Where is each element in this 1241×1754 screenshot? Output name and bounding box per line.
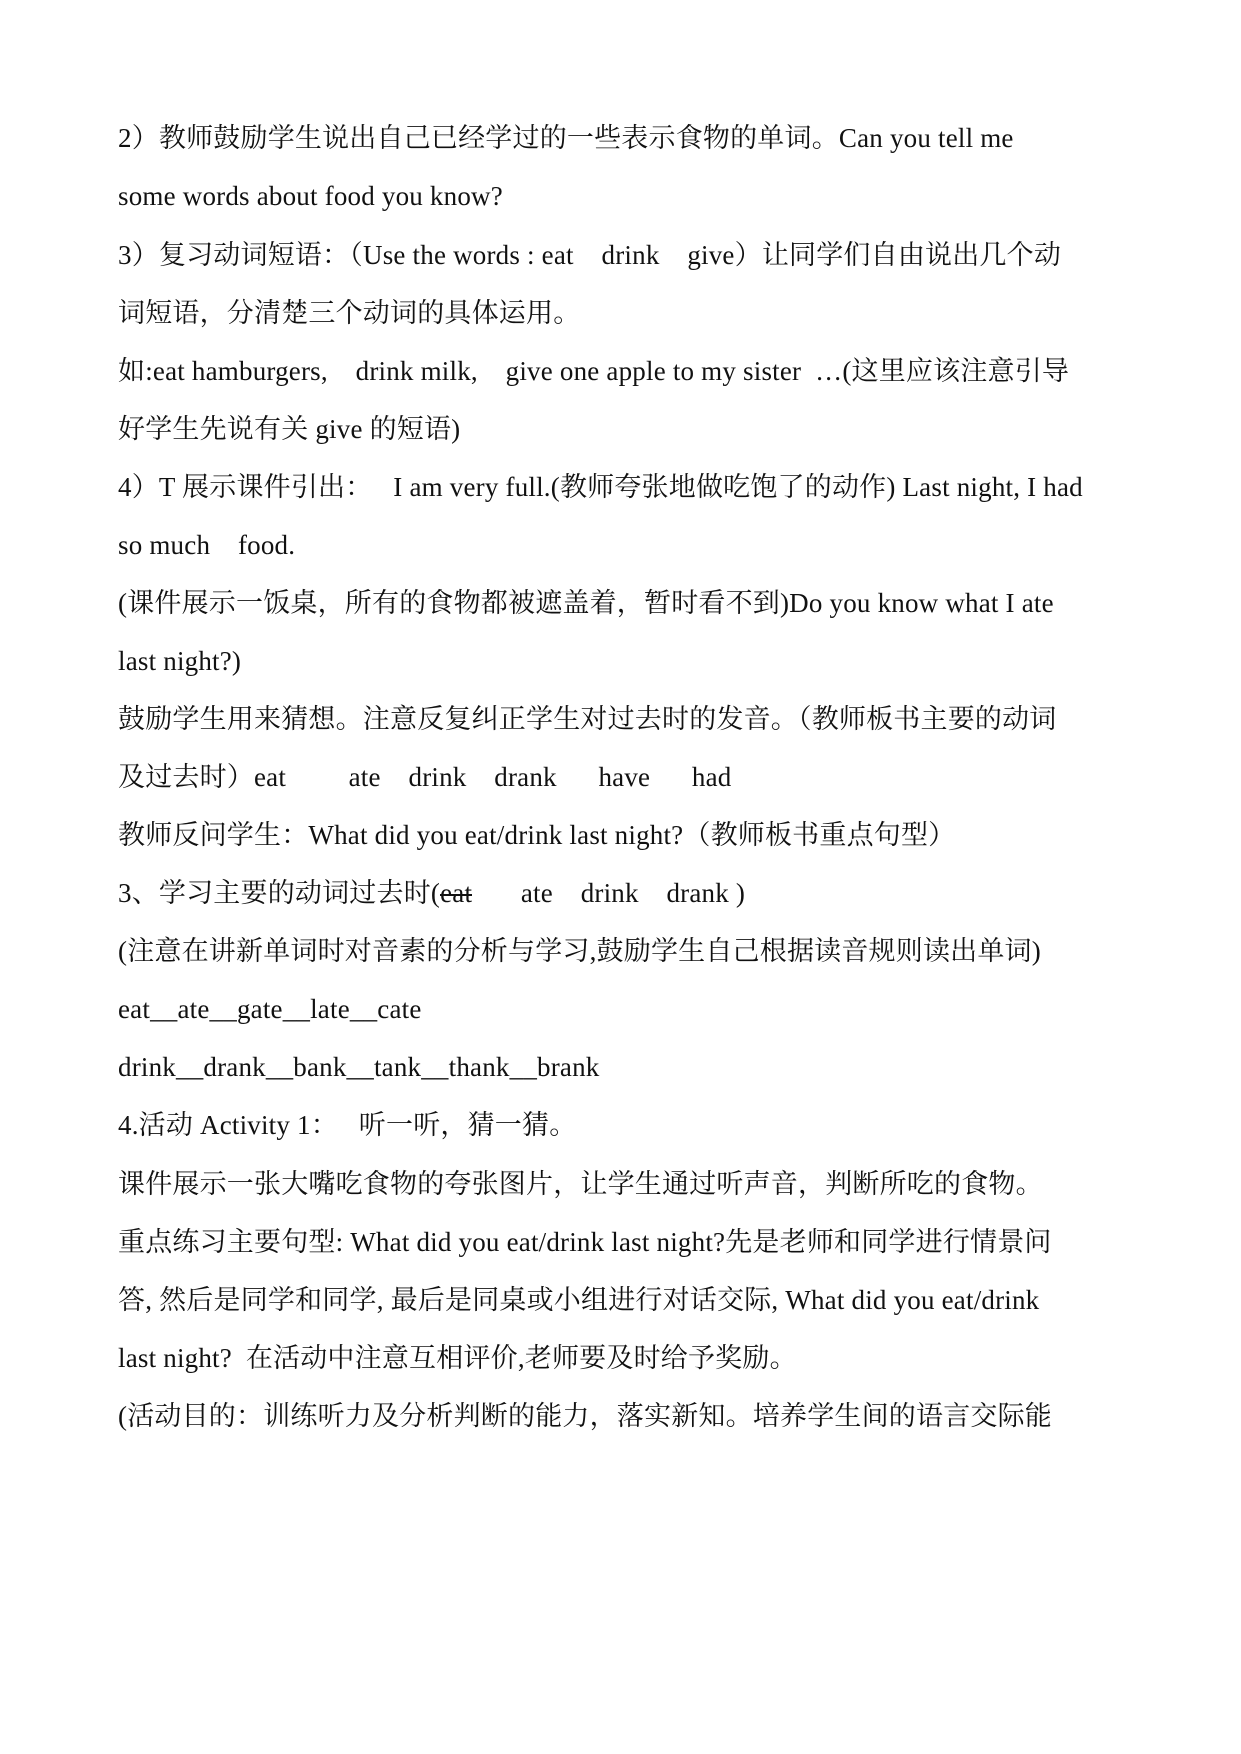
text-line-15: (注意在讲新单词时对音素的分析与学习,鼓励学生自己根据读音规则读出单词) [118, 936, 1041, 966]
text-line-19: 课件展示一张大嘴吃食物的夸张图片，让学生通过听声音，判断所吃的食物。 [118, 1169, 1043, 1199]
text-line-23: (活动目的：训练听力及分析判断的能力，落实新知。培养学生间的语言交际能 [118, 1401, 1052, 1431]
text-line-13: 教师反问学生：What did you eat/drink last night?（教师板书重点句型） [118, 820, 956, 850]
text-line-3: 3）复习动词短语：（Use the words : eat drink give）让同学们自由说出几个动 [118, 240, 1062, 270]
text-line-18: 4.活动 Activity 1： 听一听，猜一猜。 [118, 1110, 577, 1140]
text-line-10: last night?) [118, 646, 242, 676]
text-line-1: 2）教师鼓励学生说出自己已经学过的一些表示食物的单词。Can you tell me [118, 123, 1014, 153]
text-line-14 [118, 875, 745, 911]
text-line-6: 好学生先说有关 give 的短语) [118, 414, 461, 444]
line-14-prefix: 3、学习主要的动词过去时( [118, 878, 441, 908]
text-line-21: 答, 然后是同学和同学, 最后是同桌或小组进行对话交际, What did you eat/drink [118, 1285, 1040, 1315]
text-line-4: 词短语，分清楚三个动词的具体运用。 [118, 298, 581, 328]
text-line-17: drink__drank__bank__tank__thank__brank [118, 1052, 600, 1082]
struck-word: eat [440, 878, 473, 908]
text-line-16: eat__ate__gate__late__cate [118, 994, 422, 1024]
text-line-7: 4）T 展示课件引出： I am very full.(教师夸张地做吃饱了的动作) Last night, I had [118, 472, 1083, 502]
text-line-8: so much food. [118, 530, 296, 560]
text-line-22: last night? 在活动中注意互相评价,老师要及时给予奖励。 [118, 1343, 797, 1373]
text-line-5: 如:eat hamburgers, drink milk, give one apple to my sister …(这里应该注意引导 [118, 356, 1070, 386]
text-line-9: (课件展示一饭桌，所有的食物都被遮盖着，暂时看不到)Do you know what I ate [118, 588, 1054, 618]
text-line-12: 及过去时）eat ate drink drank have had [118, 762, 732, 792]
text-line-11: 鼓励学生用来猜想。注意反复纠正学生对过去时的发音。（教师板书主要的动词 [118, 704, 1057, 734]
line-14-suffix: ate drink drank ) [472, 878, 746, 908]
text-line-2: some words about food you know? [118, 181, 503, 211]
text-line-20: 重点练习主要句型: What did you eat/drink last night?先是老师和同学进行情景问 [118, 1227, 1052, 1257]
